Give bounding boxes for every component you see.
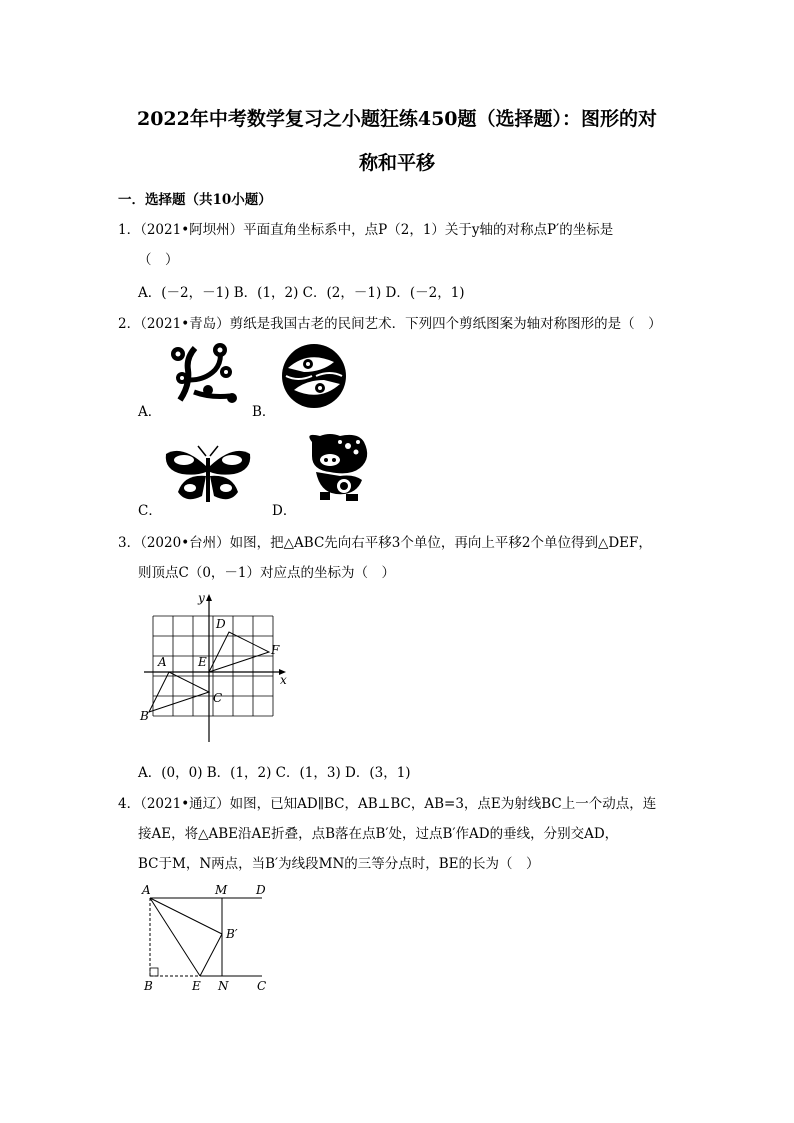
q3-stem-line1: 3．（2020•台州）如图，把△ABC先向右平移3个单位，再向上平移2个单位得到△DEF， — [118, 535, 652, 551]
q1-stem-line2: （ ） — [138, 252, 179, 268]
q1-options: A．(－2，－1) B．(1，2) C．(2，－1) D．(－2，1) — [138, 285, 465, 301]
q4-label-b-prime: B′ — [226, 927, 238, 941]
q2-label-c: C． — [138, 503, 162, 519]
double-fish-papercut-icon — [278, 342, 350, 410]
q4-label-n: N — [218, 979, 229, 993]
q1-stem-line1: 1．（2021•阿坝州）平面直角坐标系中，点P（2，1）关于y轴的对称点P′的坐标是 — [118, 222, 614, 238]
q4-label-e: E — [192, 979, 201, 993]
q3-label-c: C — [213, 691, 223, 705]
butterfly-papercut-icon — [162, 444, 254, 506]
q3-stem-line2: 则顶点C（0，－1）对应点的坐标为（ ） — [138, 565, 396, 581]
q4-stem-line1: 4．（2021•通辽）如图，已知AD∥BC，AB⊥BC，AB=3，点E为射线BC上一个动点，连 — [118, 796, 657, 812]
q3-coordinate-grid-figure — [136, 588, 296, 746]
q3-label-e: E — [198, 655, 207, 669]
q4-label-m: M — [215, 883, 228, 897]
section-heading: 一．选择题（共10小题） — [118, 192, 272, 208]
q3-options: A．(0，0) B．(1，2) C．(1，3) D．(3，1) — [138, 765, 411, 781]
page-title-line2: 称和平移 — [358, 152, 435, 174]
piglet-papercut-icon — [300, 430, 376, 504]
q4-label-d: D — [256, 883, 266, 897]
q3-label-d: D — [216, 617, 226, 631]
q3-label-b: B — [140, 709, 149, 723]
q4-label-a: A — [142, 883, 151, 897]
q4-geometry-figure — [136, 880, 286, 994]
q4-stem-line3: BC于M，N两点，当B′为线段MN的三等分点时，BE的长为（ ） — [138, 856, 540, 872]
q4-label-c: C — [257, 979, 267, 993]
q2-label-b: B． — [252, 404, 276, 420]
q3-label-x: x — [280, 673, 287, 687]
q2-label-d: D． — [272, 503, 297, 519]
q3-label-a: A — [158, 655, 167, 669]
q3-label-f: F — [271, 643, 280, 657]
q4-label-b: B — [144, 979, 153, 993]
q2-stem-line1: 2．（2021•青岛）剪纸是我国古老的民间艺术．下列四个剪纸图案为轴对称图形的是（ ） — [118, 316, 662, 332]
q3-label-y: y — [198, 591, 205, 605]
page-title-line1: 2022年中考数学复习之小题狂练450题（选择题）：图形的对 — [136, 108, 658, 130]
q2-label-a: A． — [138, 404, 162, 420]
q4-stem-line2: 接AE，将△ABE沿AE折叠，点B落在点B′处，过点B′作AD的垂线，分别交AD， — [138, 826, 619, 842]
plum-blossom-papercut-icon — [160, 340, 240, 408]
